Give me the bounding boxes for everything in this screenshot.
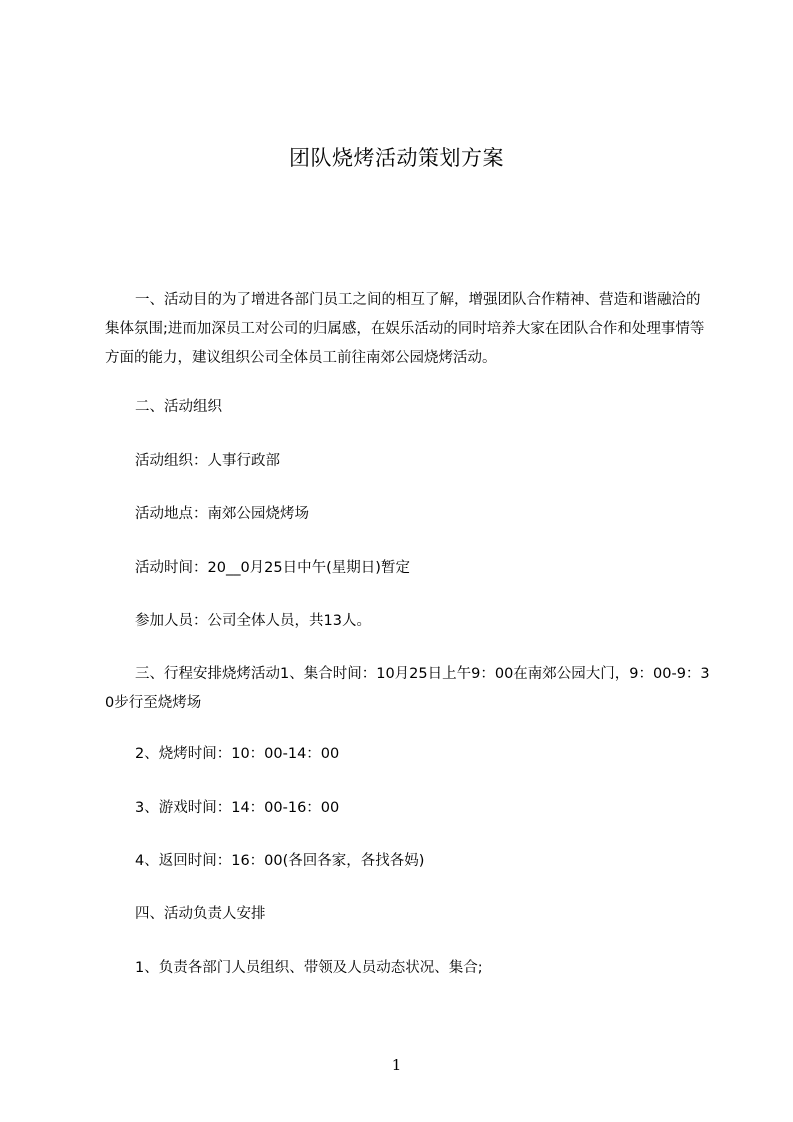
organizer-line: 活动组织：人事行政部 bbox=[135, 453, 280, 469]
document-title: 团队烧烤活动策划方案 bbox=[289, 146, 504, 170]
participants-line: 参加人员：公司全体人员，共13人。 bbox=[135, 613, 371, 629]
location-line: 活动地点：南郊公园烧烤场 bbox=[135, 506, 309, 522]
return-time-line: 4、返回时间：16：00(各回各家，各找各妈) bbox=[135, 853, 425, 869]
section-4-heading: 四、活动负责人安排 bbox=[135, 906, 266, 922]
purpose-paragraph: 一、活动目的为了增进各部门员工之间的相互了解，增强团队合作精神、营造和谐融洽的集体氛围;进而加深员工对公司的归属感，在娱乐活动的同时培养大家在团队合作和处理事情等方面的能力，建议组织公司全体员工前往南郊公园烧烤活动。 bbox=[105, 292, 705, 366]
game-time-line: 3、游戏时间：14：00-16：00 bbox=[135, 800, 340, 816]
section-2-heading: 二、活动组织 bbox=[135, 399, 222, 415]
page-number: 1 bbox=[391, 1056, 402, 1074]
responsibility-line-1: 1、负责各部门人员组织、带领及人员动态状况、集合; bbox=[135, 960, 483, 976]
time-line: 活动时间：20__0月25日中午(星期日)暂定 bbox=[135, 560, 410, 576]
bbq-time-line: 2、烧烤时间：10：00-14：00 bbox=[135, 746, 340, 762]
schedule-paragraph: 三、行程安排烧烤活动1、集合时间：10月25日上午9：00在南郊公园大门，9：00-9：30步行至烧烤场 bbox=[105, 666, 710, 711]
